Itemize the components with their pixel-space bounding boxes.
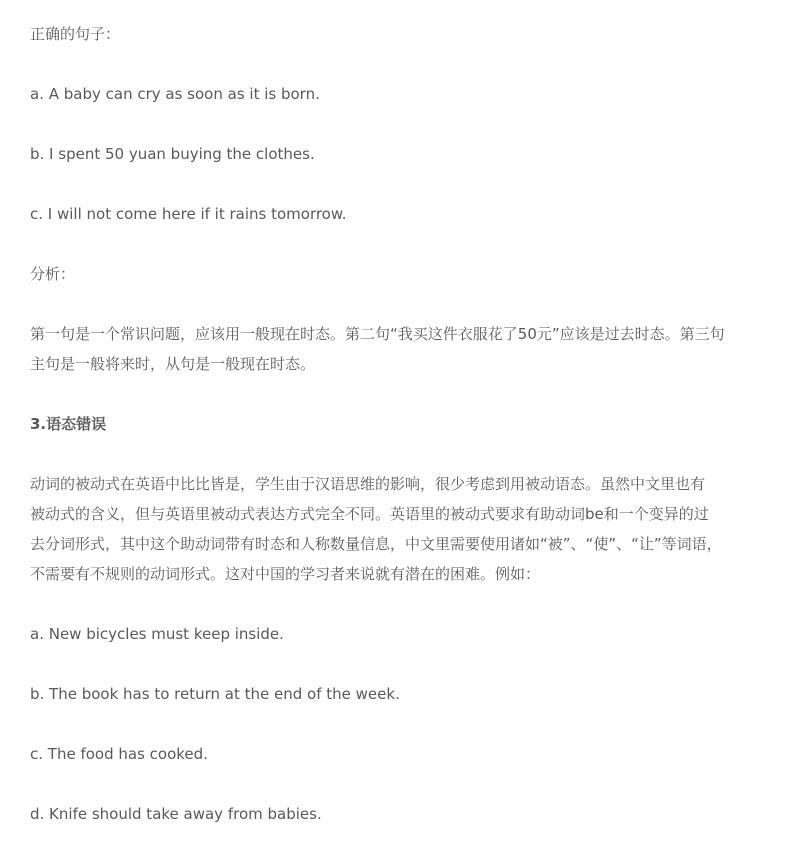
correct-sentence-c: c. I will not come here if it rains tomorrow. bbox=[30, 205, 347, 223]
example-sentence-c: c. The food has cooked. bbox=[30, 745, 208, 763]
section-body-paragraph bbox=[30, 469, 722, 589]
example-sentence-a: a. New bicycles must keep inside. bbox=[30, 625, 284, 643]
analysis-paragraph bbox=[30, 319, 725, 379]
correct-sentences-label: 正确的句子： bbox=[30, 25, 121, 43]
correct-sentence-b: b. I spent 50 yuan buying the clothes. bbox=[30, 145, 315, 163]
correct-sentence-a: a. A baby can cry as soon as it is born. bbox=[30, 85, 320, 103]
section-body-line-4: 不需要有不规则的动词形式。这对中国的学习者来说就有潜在的困难。例如： bbox=[30, 565, 541, 583]
section-body-line-1: 动词的被动式在英语中比比皆是，学生由于汉语思维的影响，很少考虑到用被动语态。虽然中文里也有 bbox=[30, 475, 706, 493]
example-sentence-d: d. Knife should take away from babies. bbox=[30, 805, 322, 823]
example-sentence-b: b. The book has to return at the end of the week. bbox=[30, 685, 400, 703]
analysis-line-2: 主句是一般将来时，从句是一般现在时态。 bbox=[30, 355, 316, 373]
analysis-line-1: 第一句是一个常识问题，应该用一般现在时态。第二句“我买这件衣服花了50元”应该是过去时态。第三句 bbox=[30, 325, 725, 343]
analysis-label: 分析： bbox=[30, 265, 76, 283]
section-body-line-2: 被动式的含义，但与英语里被动式表达方式完全不同。英语里的被动式要求有助动词be和一个变异的过 bbox=[30, 505, 709, 523]
section-heading: 3.语态错误 bbox=[30, 415, 107, 433]
section-body-line-3: 去分词形式，其中这个助动词带有时态和人称数量信息，中文里需要使用诸如“被”、“使”、“让”等词语， bbox=[30, 535, 722, 553]
